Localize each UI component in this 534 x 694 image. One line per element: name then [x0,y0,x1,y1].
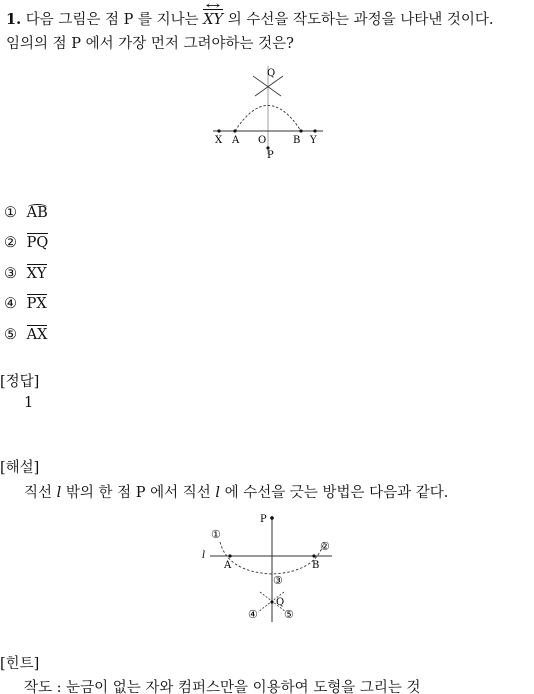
option-2-text: PQ [26,235,49,251]
arc-cross-1 [253,76,281,96]
explanation-text-3: 에 수선을 긋는 방법은 다음과 같다. [224,485,449,501]
arc-cross-2 [255,76,283,96]
option-4-text: PX [26,296,47,312]
option-1-mark: ① [4,205,17,221]
question-text-part1: 다음 그림은 점 P 를 지나는 [25,12,199,28]
figure-1-construction [205,62,330,162]
explanation-l-2: l [215,485,220,501]
question-text-part2: 의 수선을 작도하는 과정을 나타낸 것이다. [227,12,494,28]
label-b: B [293,135,301,146]
label-p: P [267,150,274,161]
point-p-2 [270,516,274,520]
point-a [233,129,236,132]
explanation-text [24,481,448,502]
answer-heading: [정답] [0,374,40,390]
hint-text: 작도 : 눈금이 없는 자와 컴퍼스만을 이용하여 도형을 그리는 것 [24,680,421,694]
label-l: l [202,550,206,561]
label-b-2: B [312,560,320,571]
option-1-text: AB [26,205,48,221]
step-2-mark: ② [320,540,330,553]
option-2-mark: ② [4,235,17,251]
option-4[interactable] [4,296,47,312]
option-3[interactable] [4,266,47,282]
point-a-2 [228,554,231,557]
step-4-mark: ④ [248,608,258,621]
option-1[interactable] [4,205,48,221]
option-2[interactable] [4,235,48,251]
line-xy-symbol: XY ↔ [203,12,223,28]
option-4-mark: ④ [4,296,17,312]
label-q: Q [267,68,276,79]
explanation-heading: [해설] [0,460,40,476]
label-q-2: Q [276,597,285,608]
point-x [217,129,220,132]
step-1-mark: ① [211,528,221,541]
explanation-text-2: 밖의 한 점 P 에서 직선 [65,485,211,501]
question-number: 1. [6,11,22,28]
step-3-mark: ③ [273,574,283,587]
point-y [313,129,316,132]
answer-value: 1 [24,395,34,411]
explanation-text-1: 직선 [24,485,53,501]
option-3-text: XY [26,266,47,282]
label-p-2: P [260,514,267,525]
label-a-2: A [224,560,232,571]
label-y: Y [310,135,317,146]
option-5-text: AX [26,327,48,343]
step-5-mark: ⑤ [284,608,294,621]
explanation-l-1: l [56,485,62,501]
label-a: A [232,135,240,146]
figure-2-construction [198,508,338,626]
option-3-mark: ③ [4,266,17,282]
label-o: O [258,135,267,146]
label-x: X [215,135,223,146]
option-5-mark: ⑤ [4,327,17,343]
option-5[interactable] [4,327,47,343]
question-line-1 [6,8,494,29]
point-q-2 [270,600,273,603]
point-b-2 [312,554,315,557]
question-line-2: 임의의 점 P 에서 가장 먼저 그려야하는 것은? [6,36,294,52]
point-b [299,129,302,132]
hint-heading: [힌트] [0,656,40,672]
